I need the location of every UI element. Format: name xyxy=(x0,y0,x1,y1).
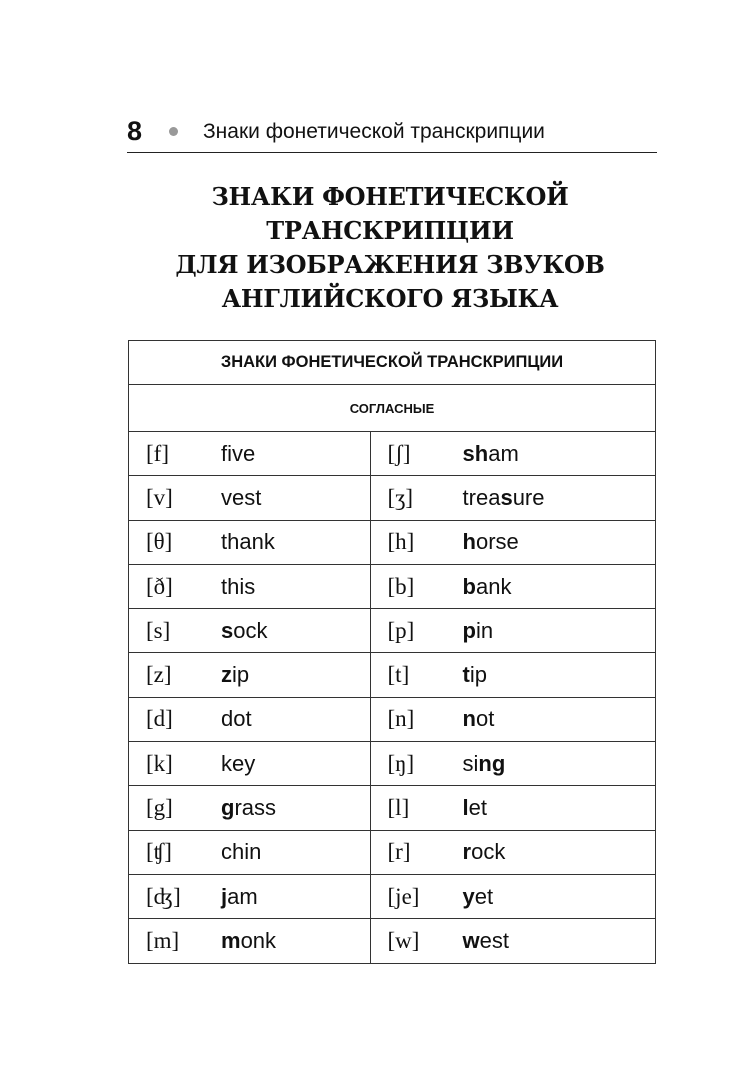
phonetic-symbol: [d] xyxy=(146,706,173,732)
example-word xyxy=(221,795,276,820)
example-word xyxy=(221,485,261,510)
example-word xyxy=(221,662,249,687)
word-part: ip xyxy=(232,662,250,688)
word-part: trea xyxy=(462,484,501,510)
sound-cell-left xyxy=(129,476,371,520)
word-highlight: t xyxy=(462,662,470,688)
sound-cell-right xyxy=(370,609,655,653)
table-header: ЗНАКИ ФОНЕТИЧЕСКОЙ ТРАНСКРИПЦИИ xyxy=(129,341,656,385)
phonetic-symbol: [k] xyxy=(146,750,173,776)
word-part: this xyxy=(221,573,256,599)
phonetic-symbol: [ð] xyxy=(146,573,173,599)
phonetic-symbol: [ʒ] xyxy=(387,484,414,510)
example-word xyxy=(463,662,487,687)
sound-cell-right xyxy=(370,432,655,476)
sound-cell-right xyxy=(370,520,655,564)
word-part: ot xyxy=(475,706,495,732)
table-row xyxy=(129,830,656,874)
phonetic-symbol: [n] xyxy=(387,706,415,732)
phonetic-symbol: [θ] xyxy=(146,529,173,555)
word-part: five xyxy=(221,440,256,466)
word-highlight: m xyxy=(221,927,241,953)
example-word xyxy=(463,751,506,776)
phonetic-symbol: [z] xyxy=(146,662,172,688)
word-part: ip xyxy=(469,662,487,688)
phonetic-symbol: [r] xyxy=(387,839,411,865)
example-word xyxy=(221,928,276,953)
example-word xyxy=(221,884,258,909)
sound-cell-left xyxy=(129,432,371,476)
phonetic-symbol: [l] xyxy=(387,795,410,821)
table-row xyxy=(129,520,656,564)
word-part: am xyxy=(227,883,258,909)
table-row xyxy=(129,564,656,608)
word-highlight: l xyxy=(462,795,469,821)
example-word xyxy=(463,884,494,909)
bullet-icon xyxy=(169,127,178,136)
word-highlight: s xyxy=(221,617,234,643)
transcription-table xyxy=(128,340,656,964)
word-highlight: ng xyxy=(478,750,506,776)
sound-cell-right xyxy=(370,830,655,874)
sound-cell-left xyxy=(129,742,371,786)
example-word xyxy=(221,441,255,466)
example-word xyxy=(463,795,487,820)
sound-cell-left xyxy=(129,520,371,564)
example-word xyxy=(221,618,268,643)
example-word xyxy=(463,618,494,643)
word-part: onk xyxy=(240,927,277,953)
sound-cell-left xyxy=(129,919,371,963)
phonetic-symbol: [s] xyxy=(146,617,171,643)
page-title xyxy=(100,180,680,316)
word-highlight: s xyxy=(500,484,513,510)
word-part: ock xyxy=(233,617,268,643)
phonetic-symbol: [g] xyxy=(146,795,173,821)
sound-cell-right xyxy=(370,786,655,830)
phonetic-symbol: [je] xyxy=(387,883,420,909)
word-part: dot xyxy=(221,706,252,732)
title-line: ДЛЯ ИЗОБРАЖЕНИЯ ЗВУКОВ xyxy=(175,250,605,279)
sound-cell-right xyxy=(370,697,655,741)
page-number: 8 xyxy=(127,116,143,146)
sound-cell-right xyxy=(370,742,655,786)
phonetic-symbol: [b] xyxy=(387,573,415,599)
sound-cell-right xyxy=(370,874,655,918)
sound-cell-right xyxy=(370,653,655,697)
title-line: АНГЛИЙСКОГО ЯЗЫКА xyxy=(221,284,559,313)
example-word xyxy=(463,928,509,953)
word-highlight: p xyxy=(462,617,476,643)
table-row xyxy=(129,653,656,697)
word-part: am xyxy=(488,440,519,466)
table-row xyxy=(129,697,656,741)
example-word xyxy=(221,839,261,864)
table-row xyxy=(129,476,656,520)
table-row xyxy=(129,786,656,830)
word-highlight: h xyxy=(462,529,476,555)
word-highlight: y xyxy=(462,883,475,909)
word-part: ock xyxy=(471,839,506,865)
sound-cell-right xyxy=(370,564,655,608)
sound-cell-right xyxy=(370,476,655,520)
example-word xyxy=(221,706,252,731)
word-part: chin xyxy=(221,839,262,865)
table-row xyxy=(129,874,656,918)
word-highlight: z xyxy=(221,662,232,688)
word-part: et xyxy=(468,795,487,821)
table-row xyxy=(129,919,656,963)
word-part: ank xyxy=(475,573,512,599)
example-word xyxy=(221,751,255,776)
example-word xyxy=(463,529,519,554)
phonetic-symbol: [ʃ] xyxy=(387,440,411,466)
sound-cell-left xyxy=(129,830,371,874)
sound-cell-left xyxy=(129,609,371,653)
example-word xyxy=(463,441,519,466)
phonetic-symbol: [ŋ] xyxy=(387,750,415,776)
phonetic-symbol: [f] xyxy=(146,440,169,466)
phonetic-symbol: [h] xyxy=(387,529,415,555)
example-word xyxy=(463,706,495,731)
example-word xyxy=(463,485,545,510)
word-part: est xyxy=(479,927,509,953)
word-highlight: b xyxy=(462,573,476,599)
phonetic-symbol: [ʤ] xyxy=(146,883,181,909)
word-highlight: g xyxy=(221,795,235,821)
table-subheader: СОГЛАСНЫЕ xyxy=(129,385,656,432)
running-title: Знаки фонетической транскрипции xyxy=(203,120,545,143)
phonetic-symbol: [t] xyxy=(387,662,410,688)
word-part: rass xyxy=(234,795,277,821)
example-word xyxy=(221,529,275,554)
word-part: et xyxy=(474,883,494,909)
phonetic-symbol: [v] xyxy=(146,484,173,510)
sound-cell-left xyxy=(129,653,371,697)
table-row xyxy=(129,609,656,653)
sound-cell-left xyxy=(129,786,371,830)
word-highlight: n xyxy=(462,706,476,732)
word-part: si xyxy=(462,750,479,776)
phonetic-symbol: [p] xyxy=(387,617,415,643)
example-word xyxy=(463,839,506,864)
word-highlight: w xyxy=(462,927,480,953)
word-highlight: r xyxy=(462,839,472,865)
word-part: ure xyxy=(512,484,545,510)
running-header xyxy=(127,116,657,153)
word-highlight: j xyxy=(221,883,228,909)
word-part: vest xyxy=(221,484,262,510)
sound-cell-left xyxy=(129,874,371,918)
sound-cell-left xyxy=(129,697,371,741)
sound-cell-right xyxy=(370,919,655,963)
title-line: ЗНАКИ ФОНЕТИЧЕСКОЙ xyxy=(211,182,569,211)
phonetic-symbol: [m] xyxy=(146,927,180,953)
phonetic-symbol: [ʧ] xyxy=(146,839,172,865)
word-part: thank xyxy=(221,529,275,555)
table-row xyxy=(129,742,656,786)
title-line: ТРАНСКРИПЦИИ xyxy=(266,216,514,245)
sound-cell-left xyxy=(129,564,371,608)
phonetic-symbol: [w] xyxy=(387,927,420,953)
example-word xyxy=(463,574,512,599)
word-highlight: sh xyxy=(462,440,489,466)
word-part: key xyxy=(221,750,256,776)
word-part: in xyxy=(475,617,494,643)
table-row xyxy=(129,432,656,476)
word-part: orse xyxy=(475,529,519,555)
example-word xyxy=(221,574,255,599)
